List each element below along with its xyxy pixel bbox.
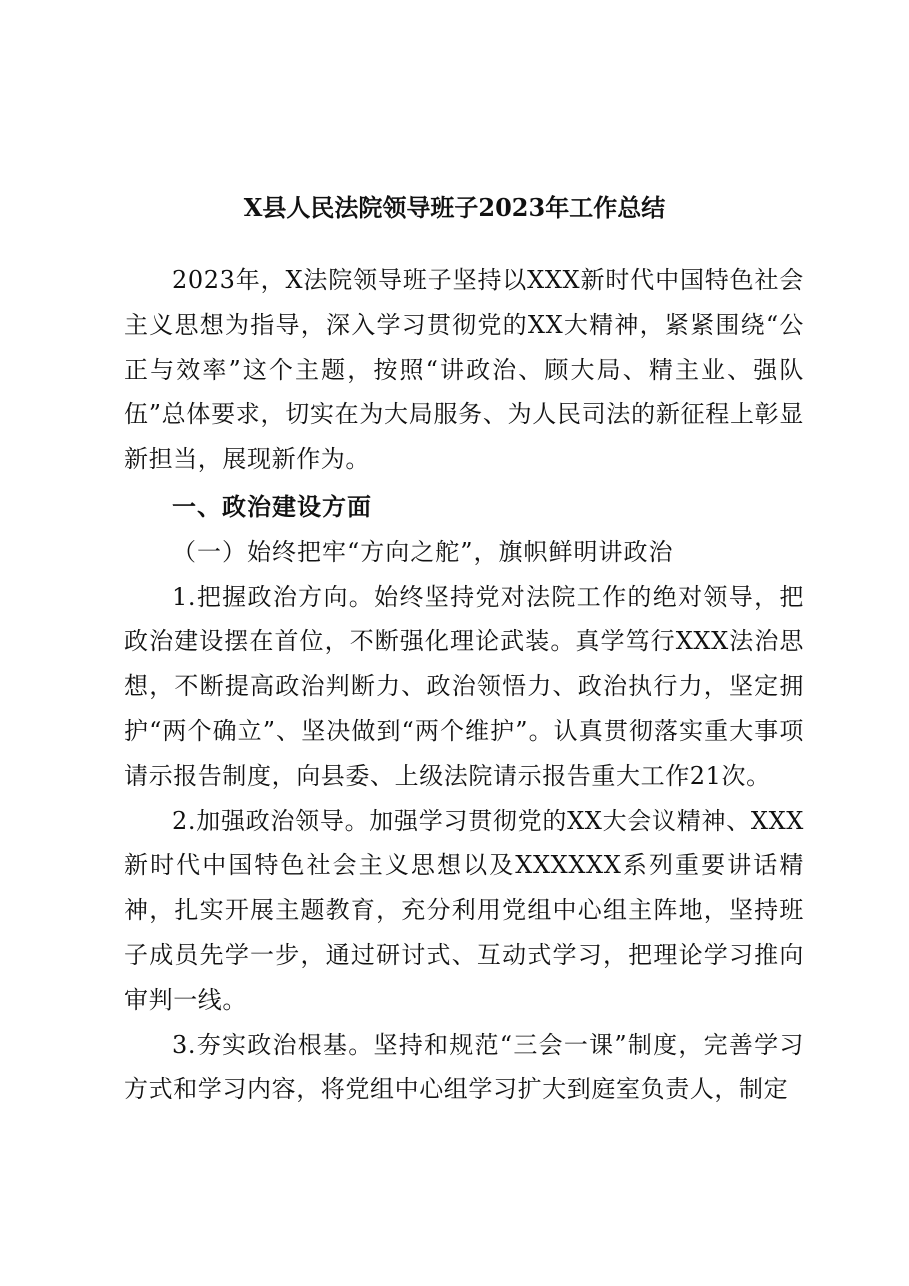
paragraph-item-1: 1.把握政治方向。始终坚持党对法院工作的绝对领导，把政治建设摆在首位，不断强化理论武装。真学笃行XXX法治思想，不断提高政治判断力、政治领悟力、政治执行力，坚定拥护“两个确立”、坚决做到“两个维护”。认真贯彻落实重大事项请示报告制度，向县委、上级法院请示报告重大工作21次。 (124, 582, 804, 790)
document-body (124, 258, 804, 1112)
subsection-heading: （一）始终把牢“方向之舵”，旗帜鲜明讲政治 (172, 537, 674, 566)
paragraph-item-2: 2.加强政治领导。加强学习贯彻党的XX大会议精神、XXX新时代中国特色社会主义思想以及XXXXXX系列重要讲话精神，扎实开展主题教育，充分利用党组中心组主阵地，坚持班子成员先学一步，通过研讨式、互动式学习，把理论学习推向审判一线。 (124, 806, 804, 1014)
section-heading: 一、政治建设方面 (172, 491, 372, 521)
document-title: X县人民法院领导班子2023年工作总结 (243, 193, 666, 222)
intro-paragraph: 2023年，X法院领导班子坚持以XXX新时代中国特色社会主义思想为指导，深入学习贯彻党的XX大精神，紧紧围绕“公正与效率”这个主题，按照“讲政治、顾大局、精主业、强队伍”总体要求，切实在为大局服务、为人民司法的新征程上彰显新担当，展现新作为。 (124, 266, 804, 474)
paragraph-item-3: 3.夯实政治根基。坚持和规范“三会一课”制度，完善学习方式和学习内容，将党组中心组学习扩大到庭室负责人，制定 (124, 1030, 804, 1104)
